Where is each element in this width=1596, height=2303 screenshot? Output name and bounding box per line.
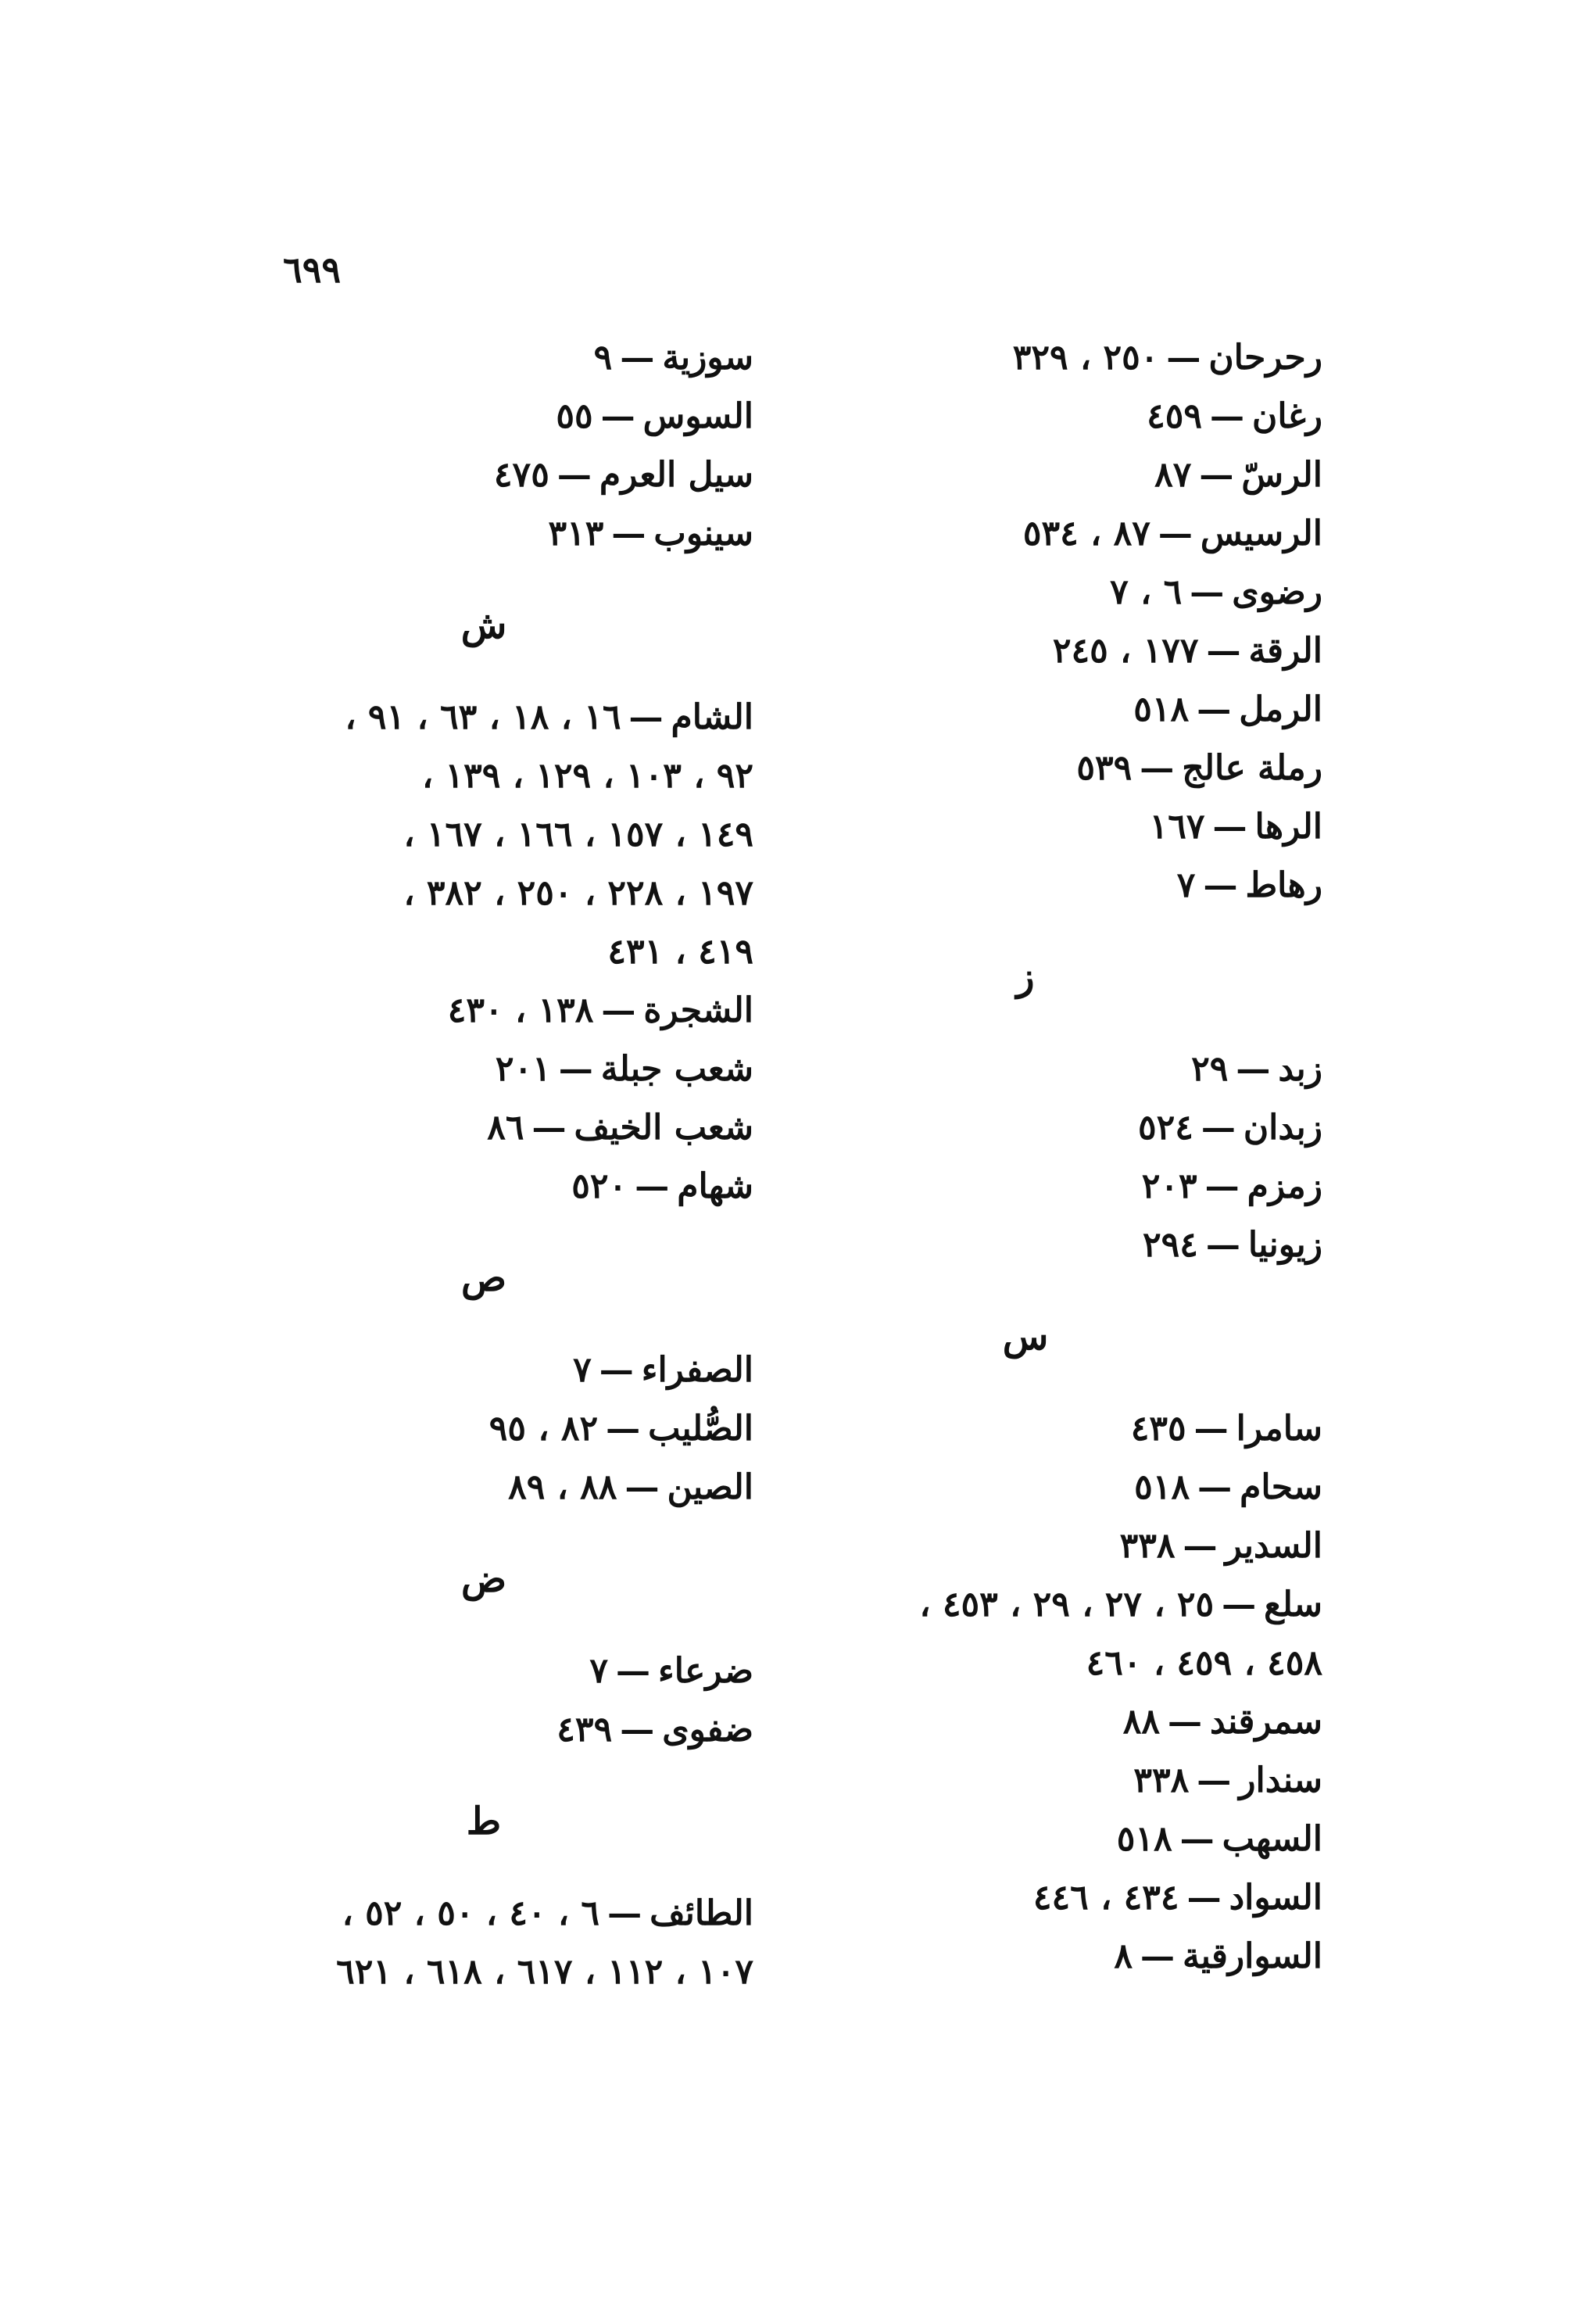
entry-name: شعب الخيف bbox=[574, 1108, 753, 1148]
entry-separator: — bbox=[1199, 455, 1234, 495]
entry-separator: — bbox=[1236, 1049, 1271, 1089]
index-entry bbox=[728, 1575, 1322, 1634]
entry-name: سينوب bbox=[653, 514, 753, 553]
entry-name: رهاط bbox=[1245, 865, 1322, 905]
entry-pages: ١٦ ، ١٨ ، ٦٣ ، ٩١ ، bbox=[345, 697, 621, 737]
index-entry bbox=[728, 1216, 1322, 1274]
entry-pages: ٤٧٥ bbox=[493, 455, 549, 495]
entry-name: الصُّليب bbox=[648, 1409, 753, 1449]
entry-pages: ٢٥ ، ٢٧ ، ٢٩ ، ٤٥٣ ، bbox=[919, 1585, 1215, 1624]
index-entry bbox=[728, 328, 1322, 387]
entry-name: الشام bbox=[671, 697, 753, 737]
entry-name: الرسيس bbox=[1200, 514, 1322, 553]
entry-name: زمزم bbox=[1247, 1166, 1322, 1206]
entry-pages: ٢٩٤ bbox=[1142, 1225, 1198, 1265]
entry-separator: — bbox=[1158, 514, 1193, 553]
entry-separator: — bbox=[1212, 807, 1247, 847]
index-entry bbox=[214, 1341, 753, 1399]
entry-separator: — bbox=[558, 1049, 593, 1089]
entry-pages: ٤٥٩ bbox=[1147, 396, 1203, 436]
index-entry bbox=[728, 856, 1322, 915]
entry-pages: ٤٣٩ bbox=[556, 1710, 613, 1750]
entry-separator: — bbox=[620, 1710, 655, 1750]
entry-separator: — bbox=[624, 1467, 660, 1507]
index-entry bbox=[214, 1098, 753, 1157]
entry-pages: ٧ bbox=[573, 1350, 592, 1390]
section-letter: س bbox=[1002, 1315, 1049, 1359]
entry-name: الصفراء bbox=[641, 1350, 753, 1390]
entry-separator: — bbox=[620, 338, 655, 378]
entry-separator: — bbox=[556, 455, 592, 495]
page-number: ٦٩٩ bbox=[283, 249, 342, 291]
section-letter: ز bbox=[1016, 955, 1035, 999]
index-column-left bbox=[214, 328, 753, 2001]
entry-pages: ٦ ، ٤٠ ، ٥٠ ، ٥٢ ، bbox=[342, 1893, 600, 1933]
index-entry bbox=[728, 563, 1322, 621]
entry-separator: — bbox=[1204, 1166, 1240, 1206]
section-letter: ط bbox=[466, 1800, 502, 1843]
entry-name: الصين bbox=[667, 1467, 753, 1507]
entry-pages: ٣٣٨ bbox=[1133, 1760, 1190, 1800]
index-entry bbox=[728, 1458, 1322, 1517]
entry-pages: ٩ bbox=[593, 338, 613, 378]
entry-pages: ١٧٧ ، ٢٤٥ bbox=[1052, 631, 1199, 671]
entry-pages: ٤٣٤ ، ٤٤٦ bbox=[1032, 1878, 1179, 1918]
entry-separator: — bbox=[600, 396, 635, 436]
entry-separator: — bbox=[1210, 396, 1245, 436]
entry-pages: ٢٥٠ ، ٣٢٩ bbox=[1012, 338, 1159, 378]
entry-separator: — bbox=[1179, 1819, 1215, 1859]
entry-name: زبدان bbox=[1243, 1108, 1322, 1148]
entry-name: الرسّ bbox=[1241, 455, 1322, 495]
entry-pages-continued: ١٤٩ ، ١٥٧ ، ١٦٦ ، ١٦٧ ، bbox=[403, 815, 753, 854]
entry-name: زيونيا bbox=[1247, 1225, 1322, 1265]
index-entry bbox=[214, 1458, 753, 1517]
entry-name: رحرحان bbox=[1208, 338, 1322, 378]
index-entry bbox=[728, 1399, 1322, 1458]
index-entry bbox=[728, 1751, 1322, 1810]
index-entry bbox=[728, 1517, 1322, 1575]
entry-separator: — bbox=[1222, 1585, 1257, 1624]
entry-name: الرمل bbox=[1239, 689, 1322, 729]
index-entry bbox=[728, 1040, 1322, 1098]
entry-name: شهام bbox=[677, 1166, 753, 1206]
entry-separator: — bbox=[1197, 689, 1232, 729]
entry-pages-continued: ٩٢ ، ١٠٣ ، ١٢٩ ، ١٣٩ ، bbox=[421, 756, 753, 796]
entry-separator: — bbox=[1140, 748, 1175, 788]
index-entry bbox=[728, 621, 1322, 680]
entry-pages: ٨ bbox=[1114, 1936, 1133, 1976]
index-entry bbox=[728, 387, 1322, 446]
entry-separator: — bbox=[1186, 1878, 1222, 1918]
entry-pages: ٥٢٤ bbox=[1137, 1108, 1193, 1148]
index-entry bbox=[728, 1927, 1322, 1986]
index-entry bbox=[214, 328, 753, 387]
entry-name: سلع bbox=[1264, 1585, 1322, 1624]
entry-pages: ٨٨ bbox=[1122, 1702, 1160, 1742]
entry-separator: — bbox=[611, 514, 646, 553]
entry-pages-continued: ١٠٧ ، ١١٢ ، ٦١٧ ، ٦١٨ ، ٦٢١ bbox=[336, 1952, 753, 1992]
index-entry bbox=[214, 387, 753, 446]
entry-name: السهب bbox=[1222, 1819, 1322, 1859]
entry-separator: — bbox=[1201, 1108, 1236, 1148]
entry-separator: — bbox=[628, 697, 664, 737]
entry-pages: ٥٢٠ bbox=[571, 1166, 628, 1206]
entry-separator: — bbox=[1190, 572, 1225, 612]
index-entry bbox=[214, 1884, 753, 1943]
entry-name: السدير bbox=[1225, 1526, 1322, 1566]
index-entry bbox=[214, 688, 753, 747]
entry-name: سحام bbox=[1240, 1467, 1322, 1507]
entry-separator: — bbox=[599, 1350, 634, 1390]
entry-name: السوس bbox=[642, 396, 753, 436]
entry-separator: — bbox=[1197, 1467, 1233, 1507]
entry-name: السواد bbox=[1229, 1878, 1322, 1918]
entry-pages-continued: ١٩٧ ، ٢٢٨ ، ٢٥٠ ، ٣٨٢ ، bbox=[403, 873, 753, 913]
entry-pages: ٨٢ ، ٩٥ bbox=[488, 1409, 599, 1449]
entry-name: سوزية bbox=[662, 338, 753, 378]
entry-pages: ٢٩ bbox=[1191, 1049, 1229, 1089]
entry-name: ضرعاء bbox=[658, 1651, 753, 1691]
index-entry bbox=[214, 1700, 753, 1759]
entry-name: رملة عالج bbox=[1182, 748, 1322, 788]
entry-pages-continued: ٤٥٨ ، ٤٥٩ ، ٤٦٠ bbox=[1086, 1643, 1322, 1683]
index-entry bbox=[728, 1098, 1322, 1157]
entry-pages: ٥١٨ bbox=[1116, 1819, 1172, 1859]
entry-name: ضفوى bbox=[662, 1710, 753, 1750]
entry-separator: — bbox=[1203, 865, 1238, 905]
entry-separator: — bbox=[1168, 1702, 1202, 1742]
entry-separator: — bbox=[531, 1108, 567, 1148]
index-entry bbox=[214, 504, 753, 563]
entry-name: السوارقية bbox=[1183, 1936, 1322, 1976]
entry-name: شعب جبلة bbox=[600, 1049, 753, 1089]
entry-pages: ٣١٣ bbox=[548, 514, 604, 553]
section-letter: ض bbox=[460, 1557, 507, 1601]
index-entry bbox=[728, 1810, 1322, 1868]
entry-separator: — bbox=[607, 1893, 642, 1933]
entry-name: زبد bbox=[1278, 1049, 1322, 1089]
entry-name: رغان bbox=[1252, 396, 1322, 436]
entry-pages: ١٣٨ ، ٤٣٠ bbox=[447, 990, 594, 1030]
index-entry bbox=[728, 1868, 1322, 1927]
entry-separator: — bbox=[601, 990, 636, 1030]
entry-pages: ٨٦ bbox=[487, 1108, 524, 1148]
entry-pages: ٥١٨ bbox=[1133, 689, 1190, 729]
entry-separator: — bbox=[1193, 1409, 1229, 1449]
entry-separator: — bbox=[1206, 631, 1241, 671]
index-entry bbox=[728, 797, 1322, 856]
entry-pages: ٢٠١ bbox=[495, 1049, 551, 1089]
index-entry bbox=[214, 1040, 753, 1098]
index-entry bbox=[214, 981, 753, 1040]
index-entry bbox=[728, 1157, 1322, 1216]
index-entry bbox=[214, 1399, 753, 1458]
entry-pages: ٥٣٩ bbox=[1076, 748, 1133, 788]
index-entry bbox=[728, 504, 1322, 563]
entry-pages: ١٦٧ bbox=[1149, 807, 1205, 847]
entry-name: سامرا bbox=[1236, 1409, 1322, 1449]
entry-name: الطائف bbox=[649, 1893, 753, 1933]
index-entry bbox=[728, 1692, 1322, 1751]
entry-pages: ٣٣٨ bbox=[1119, 1526, 1176, 1566]
entry-pages: ٥١٨ bbox=[1134, 1467, 1190, 1507]
entry-separator: — bbox=[616, 1651, 650, 1691]
index-entry bbox=[728, 446, 1322, 504]
index-entry bbox=[214, 1642, 753, 1700]
index-entry bbox=[728, 739, 1322, 797]
entry-name: سيل العرم bbox=[599, 455, 753, 495]
entry-separator: — bbox=[1166, 338, 1201, 378]
entry-name: الرها bbox=[1254, 807, 1322, 847]
entry-separator: — bbox=[635, 1166, 670, 1206]
entry-pages: ٥٥ bbox=[556, 396, 593, 436]
entry-separator: — bbox=[1140, 1936, 1175, 1976]
index-entry bbox=[728, 680, 1322, 739]
entry-name: الرقة bbox=[1248, 631, 1322, 671]
entry-pages: ٤٣٥ bbox=[1130, 1409, 1186, 1449]
entry-pages: ٧ bbox=[1176, 865, 1196, 905]
section-letter: ص bbox=[460, 1256, 507, 1300]
entry-name: سمرقند bbox=[1210, 1702, 1322, 1742]
entry-pages: ٨٧ bbox=[1154, 455, 1192, 495]
entry-separator: — bbox=[1183, 1526, 1218, 1566]
entry-separator: — bbox=[606, 1409, 641, 1449]
index-entry bbox=[214, 1157, 753, 1216]
entry-pages: ٢٠٣ bbox=[1141, 1166, 1197, 1206]
entry-separator: — bbox=[1205, 1225, 1240, 1265]
entry-name: رضوى bbox=[1232, 572, 1322, 612]
entry-separator: — bbox=[1197, 1760, 1232, 1800]
entry-name: سندار bbox=[1239, 1760, 1322, 1800]
entry-pages: ٦ ، ٧ bbox=[1110, 572, 1183, 612]
entry-pages: ٧ bbox=[589, 1651, 608, 1691]
section-letter: ش bbox=[460, 604, 507, 647]
entry-pages: ٨٧ ، ٥٣٤ bbox=[1022, 514, 1150, 553]
entry-pages-continued: ٤١٩ ، ٤٣١ bbox=[607, 932, 753, 972]
entry-pages: ٨٨ ، ٨٩ bbox=[508, 1467, 617, 1507]
index-entry bbox=[214, 446, 753, 504]
index-column-right bbox=[728, 328, 1322, 1986]
entry-name: الشجرة bbox=[643, 990, 753, 1030]
